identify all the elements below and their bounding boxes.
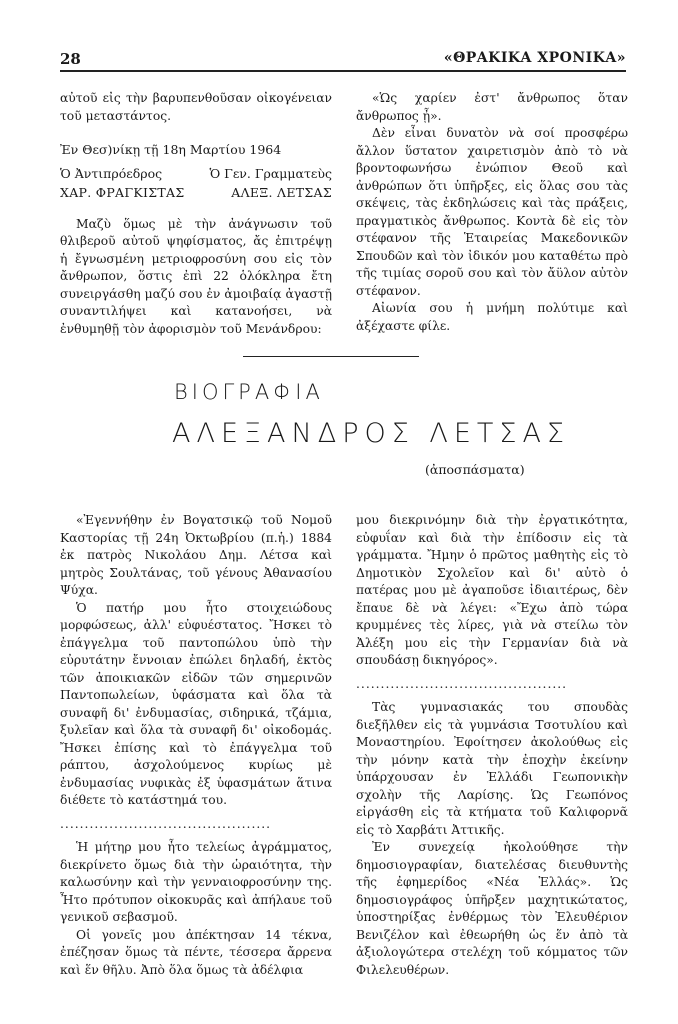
paragraph: Τὰς γυμνασιακάς του σπουδὰς διεξῆλθεν εἰς τὰ γυμνάσια Τσοτυλίου καὶ Μοναστηρίου. Ἐφοίτησεν ἀκολούθως εἰς τὴν μόνην κατὰ τὴν ἐποχὴν ἐκείνην ὑπάρχουσαν ἐν Ἑλλάδι Γεωπονικὴν σχολὴν τῆς Λαρίσης. Ὡς Γεωπόνος εἰργάσθη εἰς τὰ κτήματα τοῦ Καλιφορνᾶ εἰς τὸ Χαρβάτι Ἀττικῆς.: [356, 700, 628, 837]
section-divider: [243, 356, 419, 357]
paragraph: Αἰωνία σου ἡ μνήμη πολύτιμε καὶ ἀξέχαστε φίλε.: [356, 301, 628, 333]
signature-names: [60, 184, 332, 202]
page-header: [60, 48, 626, 72]
ellipsis-separator: ...........................................: [356, 676, 568, 691]
paragraph: «Ἐγεννήθην ἐν Βογατσικῷ τοῦ Νομοῦ Καστορίας τῇ 24η Ὀκτωβρίου (π.ἡ.) 1884 ἐκ πατρὸς Νικολάου Δημ. Λέτσα καὶ μητρὸς Σουλτάνας, τοῦ γένους Ἀθανασίου Ψύχα.: [60, 513, 332, 597]
signer-name: ΑΛΕΞ. ΛΕΤΣΑΣ: [231, 185, 332, 200]
paragraph: Δὲν εἶναι δυνατὸν νὰ σοί προσφέρω ἄλλον ὕστατον χαιρετισμὸν ἀπὸ τὸ νὰ βροντοφωνήσω ἐνώπιον Θεοῦ καὶ ἀνθρώπων ὅτι ὑπῆρξες, εἰς ὅλας σου τὰς σκέψεις, τὰς ἐκδηλώσεις καὶ τὰς πράξεις, πραγματικὸς ἄνθρωπος. Κοντὰ δὲ εἰς τὸν στέφανον τῆς Ἑταιρείας Μακεδονικῶν Σπουδῶν καὶ τὸν ἰδικόν μου καταθέτω πρὸ τῆς τιμίας σοροῦ σου καὶ τὸν ἄϋλον αὐτὸν στέφανον.: [356, 126, 628, 298]
quote: «Ὡς χαρίεν ἐστ' ἄνθρωπος ὅταν ἄνθρωπος ᾖ».: [356, 91, 628, 123]
paragraph: Οἱ γονεῖς μου ἀπέκτησαν 14 τέκνα, ἐπέζησαν ὅμως τὰ πέντε, τέσσερα ἄρρενα καὶ ἕν θῆλυ. Ἀπὸ ὅλα ὅμως τὰ ἀδέλφια: [60, 927, 332, 977]
section-label: ΒΙΟΓΡΑΦΙΑ: [174, 380, 324, 404]
top-right-column: [356, 90, 628, 335]
section-subtitle: (ἀποσπάσματα): [425, 462, 525, 477]
ellipsis-separator: ...........................................: [60, 816, 272, 831]
journal-title: «ΘΡΑΚΙΚΑ ΧΡΟΝΙΚΑ»: [443, 50, 626, 66]
paragraph: Ἡ μήτηρ μου ἦτο τελείως ἀγράμματος, διεκρίνετο ὅμως διὰ τὴν ὡραιότητα, τὴν καλωσύνην καὶ τὴν γενναιοφροσύνην της. Ἦτο πρότυπον οἰκοκυρᾶς καὶ ἀπήλαυε τοῦ γενικοῦ σεβασμοῦ.: [60, 840, 332, 924]
signature-roles: [60, 165, 332, 183]
top-left-column: [60, 90, 332, 338]
paragraph: αὐτοῦ εἰς τὴν βαρυπενθοῦσαν οἰκογένειαν τοῦ μεταστάντος.: [60, 91, 332, 123]
paragraph: Ὁ πατήρ μου ἦτο στοιχειώδους μορφώσεως, ἀλλ' εὐφυέστατος. Ἤσκει τὸ ἐπάγγελμα τοῦ παντοπώλου ὑπὸ τὴν εὐρυτάτην ἔννοιαν ἐπώλει δηλαδή, ἐκτὸς τῶν ἀποικιακῶν εἰδῶν τῶν σημερινῶν Παντοπωλείων, ὑφάσματα καὶ ὅλα τὰ συναφῆ δι' ἐνδυμασίας, σιδηρικά, τζάμια, ξυλεῖαν καὶ ὅλα τὰ συναφῆ δι' οἰκοδομάς. Ἤσκει ἐπίσης καὶ τὸ ἐπάγγελμα τοῦ ράπτου, ἀσχολούμενος κυρίως μὲ ἐνδυμασίας νυφικὰς ἐξ ὑφασμάτων ἅτινα διέθετε τὸ κατάστημά του.: [60, 600, 332, 807]
bottom-right-column: [356, 512, 628, 979]
section-title: ΑΛΕΞΑΝΔΡΟΣ ΛΕΤΣΑΣ: [172, 418, 570, 449]
role-secretary: Ὁ Γεν. Γραμματεὺς: [209, 165, 332, 181]
page-number: 28: [60, 50, 81, 68]
date-line: Ἐν Θεσ)νίκῃ τῇ 18η Μαρτίου 1964: [60, 142, 282, 157]
paragraph: μου διεκρινόμην διὰ τὴν ἐργατικότητα, εὐφυΐαν καὶ διὰ τὴν ἐπίδοσιν εἰς τὰ γράμματα. Ἤμην ὁ πρῶτος μαθητὴς εἰς τὸ Δημοτικὸν Σχολεῖον καὶ δι' αὐτὸ ὁ πατέρας μου μὲ ἀγαποῦσε ἰδιαιτέρως, δὲν ἔπαυε δὲ νὰ λέγει: «Ἔχω ἀπὸ τώρα κρυμμένες τὲς λίρες, γιὰ νὰ στείλω τὸν Ἀλέξη μου εἰς τὴν Γερμανίαν διὰ νὰ σπουδάσῃ δικηγόρος».: [356, 513, 628, 667]
paragraph: Ἐν συνεχείᾳ ἠκολούθησε τὴν δημοσιογραφίαν, διατελέσας διευθυντὴς τῆς ἐφημερίδος «Νέα Ἑλλάς». Ὡς δημοσιογράφος ὑπῆρξεν μαχητικώτατος, ὑποστηρίξας ἐνθέρμως τὸν Ἐλευθέριον Βενιζέλον καὶ ἐθεωρήθη ὡς ἕν ἀπὸ τὰ ἀξιολογώτερα στελέχη τοῦ κόμματος τῶν Φιλελευθέρων.: [356, 840, 628, 977]
signer-name: ΧΑΡ. ΦΡΑΓΚΙΣΤΑΣ: [60, 185, 185, 200]
role-vice-president: Ὁ Ἀντιπρόεδρος: [60, 165, 163, 181]
bottom-left-column: [60, 512, 332, 979]
paragraph: Μαζὺ ὅμως μὲ τὴν ἀνάγνωσιν τοῦ θλιβεροῦ αὐτοῦ ψηφίσματος, ἄς ἐπιτρέψῃ ἡ ἔγνωσμένη μετριοφροσύνη σου εἰς τὸν ἄνθρωπον, ὅστις ἐπὶ 22 ὁλόκληρα ἔτη συνειργάσθη μαζύ σου ἐν ἀμοιβαίᾳ ἀγαστῇ συναντιλήψει καὶ κατανοήσει, νὰ ἐνθυμηθῇ τὸν ἀφορισμὸν τοῦ Μενάνδρου:: [60, 216, 332, 336]
